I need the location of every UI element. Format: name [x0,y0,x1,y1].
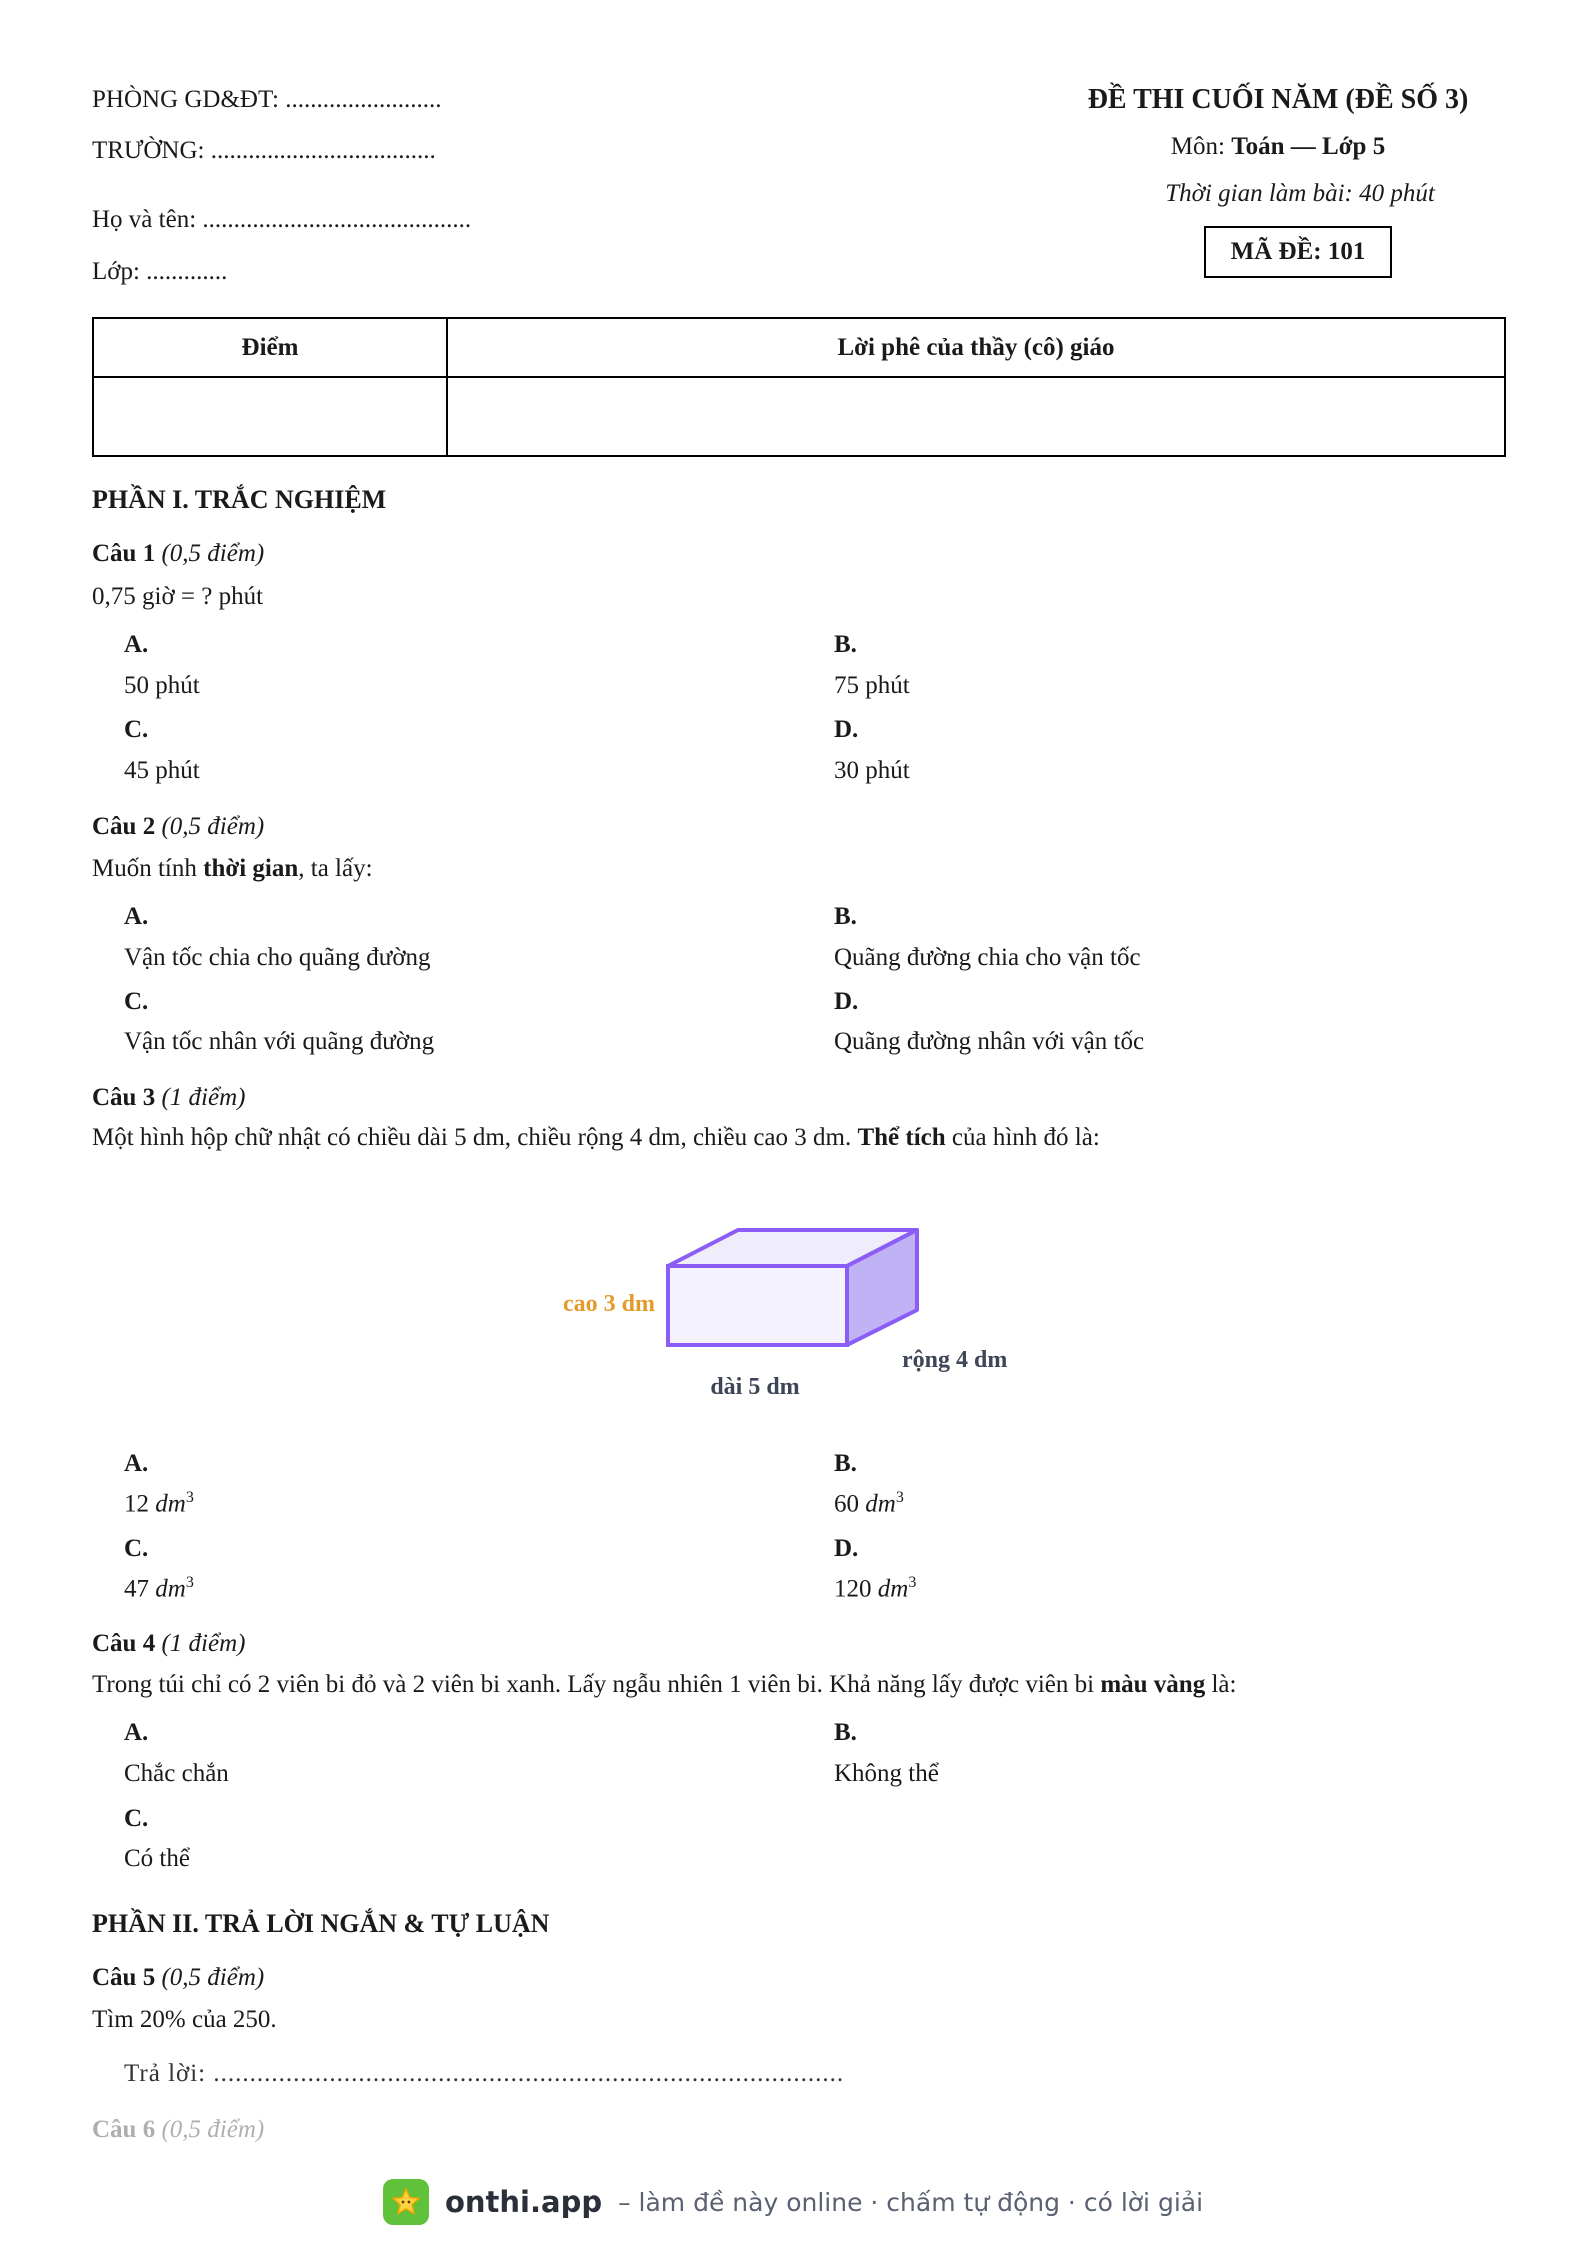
footer-tagline: – làm đề này online · chấm tự động · có lời giải [618,2187,1204,2217]
q3-option-a-value: 12 [124,1490,149,1518]
q3-option-c-letter[interactable]: C. [124,1535,149,1562]
q3-option-b-exp: 3 [895,1489,904,1506]
exam-code-box: MÃ ĐỀ: 101 [1204,226,1392,278]
q4-option-c-text[interactable]: Có thể [124,1845,190,1872]
q4-option-b-text[interactable]: Không thể [834,1760,939,1787]
q2-option-d-letter[interactable]: D. [834,988,859,1015]
subject-line [998,133,1558,161]
q1-points: (0,5 điểm) [161,540,265,567]
q5-answer-line[interactable]: Trả lời: ....................................................................................... [124,2060,845,2087]
q5-label: Câu 5 [92,1964,156,1991]
box-height-label: cao 3 dm [563,1291,655,1317]
q3-option-c-unit: dm [155,1575,186,1603]
ho-ten-label: Họ và tên: ........................................... [92,206,472,233]
q2-text-bold: thời gian [203,855,299,882]
comment-cell[interactable] [447,377,1505,456]
subject-value: Toán — Lớp 5 [1231,133,1386,160]
q6-heading [92,2116,264,2144]
q2-option-a-text[interactable]: Vận tốc chia cho quãng đường [124,944,431,971]
q4-heading [92,1630,245,1658]
q3-text [92,1124,1100,1152]
q3-option-b-text[interactable] [834,1489,904,1518]
score-header: Điểm [93,318,447,377]
score-cell[interactable] [93,377,447,456]
q3-option-d-value: 120 [834,1575,872,1603]
rectangular-box-figure [540,1210,1040,1420]
q3-option-b-unit: dm [865,1490,896,1518]
q3-option-a-unit: dm [155,1490,186,1518]
q6-points: (0,5 điểm) [161,2116,265,2143]
truong-label: TRƯỜNG: .................................... [92,137,436,164]
q4-label: Câu 4 [92,1630,156,1657]
q3-option-b-value: 60 [834,1490,859,1518]
q2-text-pre: Muốn tính [92,855,204,882]
q4-points: (1 điểm) [161,1630,246,1657]
time-line: Thời gian làm bài: 40 phút [1165,180,1435,207]
lop-label: Lớp: ............. [92,258,228,285]
q3-option-d-unit: dm [877,1575,909,1603]
q3-text-bold: Thể tích [857,1124,946,1151]
box-length-label: dài 5 dm [710,1374,800,1400]
q3-points: (1 điểm) [161,1084,246,1111]
brand-name[interactable]: onthi.app [444,2185,603,2219]
part2-heading: PHẦN II. TRẢ LỜI NGẮN & TỰ LUẬN [92,1909,550,1938]
q1-option-b-letter[interactable]: B. [834,631,857,658]
q1-label: Câu 1 [92,540,156,567]
q3-option-d-text[interactable] [834,1574,916,1603]
q2-option-c-text[interactable]: Vận tốc nhân với quãng đường [124,1028,435,1055]
q3-option-a-text[interactable] [124,1489,194,1518]
subject-label: Môn: [1170,133,1232,160]
q2-text [92,855,373,883]
q3-text-post: của hình đó là: [945,1124,1100,1151]
q4-text [92,1671,1236,1699]
q2-heading [92,813,264,841]
q4-option-a-letter[interactable]: A. [124,1719,149,1746]
score-table [92,317,1506,457]
star-icon [390,2186,422,2218]
q3-option-d-exp: 3 [908,1574,917,1591]
q1-option-a-text[interactable]: 50 phút [124,672,200,699]
q2-option-b-text[interactable]: Quãng đường chia cho vận tốc [834,944,1141,971]
q4-option-a-text[interactable]: Chắc chắn [124,1760,229,1787]
exam-title: ĐỀ THI CUỐI NĂM (ĐỀ SỐ 3) [1087,84,1469,115]
q3-heading [92,1084,245,1112]
q6-label: Câu 6 [92,2116,156,2143]
q3-option-c-exp: 3 [185,1574,194,1591]
box-front-face [668,1266,847,1345]
q5-text: Tìm 20% của 250. [92,2006,277,2033]
q3-option-c-text[interactable] [124,1574,194,1603]
q2-option-b-letter[interactable]: B. [834,903,857,930]
onthi-logo[interactable] [383,2179,429,2225]
q2-option-d-text[interactable]: Quãng đường nhân với vận tốc [834,1028,1145,1055]
q1-text: 0,75 giờ = ? phút [92,583,264,610]
q2-option-a-letter[interactable]: A. [124,903,149,930]
q2-text-post: , ta lấy: [298,855,373,882]
q3-text-pre: Một hình hộp chữ nhật có chiều dài 5 dm, chiều rộng 4 dm, chiều cao 3 dm. [92,1124,858,1151]
q5-heading [92,1964,264,1992]
q3-label: Câu 3 [92,1084,156,1111]
q3-option-b-letter[interactable]: B. [834,1450,857,1477]
phong-gd-label: PHÒNG GD&ĐT: ......................... [92,86,442,113]
q2-points: (0,5 điểm) [161,813,265,840]
q1-option-a-letter[interactable]: A. [124,631,149,658]
q1-heading [92,540,264,568]
footer-banner[interactable] [0,2172,1586,2232]
q3-option-d-letter[interactable]: D. [834,1535,859,1562]
q4-text-post: là: [1205,1671,1237,1698]
q3-option-a-exp: 3 [185,1489,194,1506]
q5-points: (0,5 điểm) [161,1964,265,1991]
q1-option-d-text[interactable]: 30 phút [834,757,910,784]
q3-option-c-value: 47 [124,1575,149,1603]
part1-heading: PHẦN I. TRẮC NGHIỆM [92,485,387,514]
q1-option-d-letter[interactable]: D. [834,716,859,743]
comment-header: Lời phê của thầy (cô) giáo [447,318,1505,377]
q4-option-c-letter[interactable]: C. [124,1805,149,1832]
q3-option-a-letter[interactable]: A. [124,1450,149,1477]
q4-text-bold: màu vàng [1100,1671,1206,1698]
q4-text-pre: Trong túi chỉ có 2 viên bi đỏ và 2 viên bi xanh. Lấy ngẫu nhiên 1 viên bi. Khả năng lấy được viên bi [92,1671,1101,1698]
q2-option-c-letter[interactable]: C. [124,988,149,1015]
q4-option-b-letter[interactable]: B. [834,1719,857,1746]
q1-option-c-text[interactable]: 45 phút [124,757,200,784]
q1-option-c-letter[interactable]: C. [124,716,149,743]
box-width-label: rộng 4 dm [902,1347,1008,1373]
q2-label: Câu 2 [92,813,156,840]
q1-option-b-text[interactable]: 75 phút [834,672,910,699]
